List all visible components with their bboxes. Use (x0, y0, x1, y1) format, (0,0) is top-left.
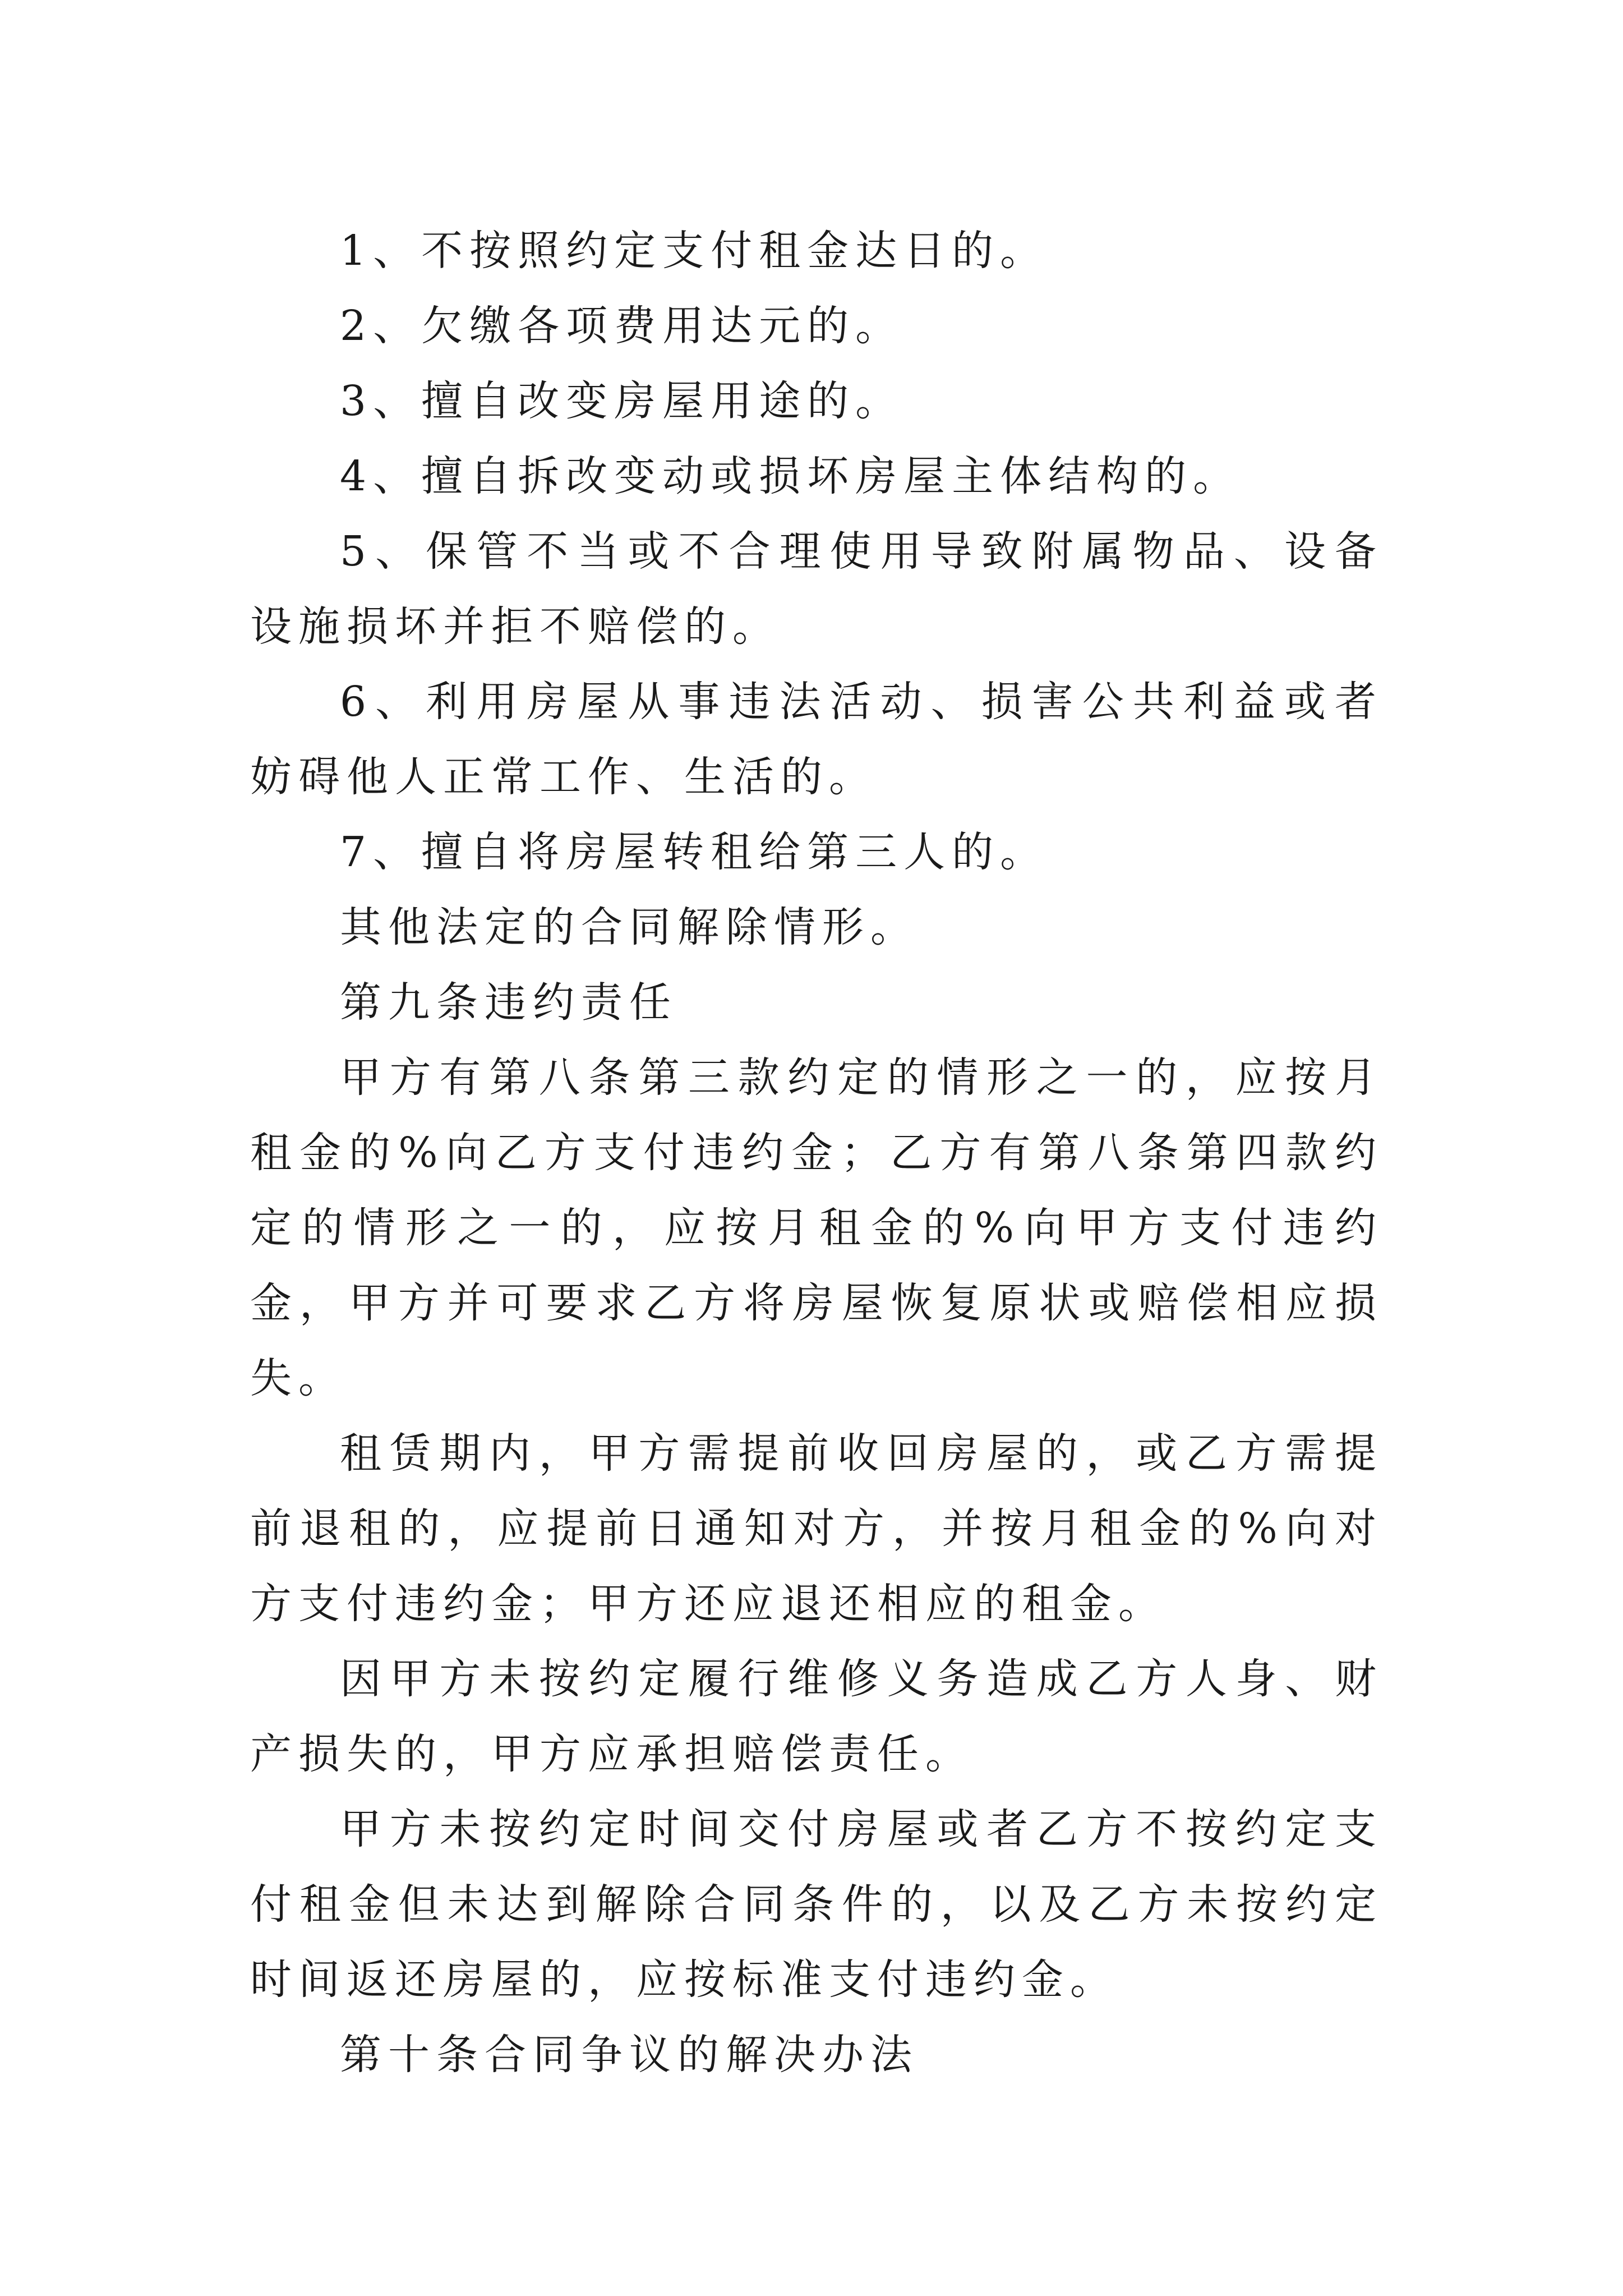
article-9-para-3: 因甲方未按约定履行维修义务造成乙方人身、财产损失的，甲方应承担赔偿责任。 (250, 1655, 1383, 1778)
article-9-heading: 第九条违约责任 (340, 978, 677, 1027)
clause-item-6: 6、利用房屋从事违法活动、损害公共利益或者妨碍他人正常工作、生活的。 (250, 678, 1383, 801)
article-9-para-2: 租赁期内，甲方需提前收回房屋的，或乙方需提前退租的，应提前日通知对方，并按月租金的%向对方支付违约金；甲方还应退还相应的租金。 (250, 1429, 1383, 1628)
article-10-heading: 第十条合同争议的解决办法 (340, 2031, 919, 2079)
article-9-para-4: 甲方未按约定时间交付房屋或者乙方不按约定支付租金但未达到解除合同条件的，以及乙方未按约定时间返还房屋的，应按标准支付违约金。 (250, 1805, 1383, 2004)
clause-item-other: 其他法定的合同解除情形。 (340, 903, 919, 951)
clause-item-5: 5、保管不当或不合理使用导致附属物品、设备设施损坏并拒不赔偿的。 (250, 527, 1383, 651)
clause-item-3: 3、擅自改变房屋用途的。 (340, 377, 904, 425)
clause-item-1: 1、不按照约定支付租金达日的。 (340, 227, 1049, 275)
clause-item-4: 4、擅自拆改变动或损坏房屋主体结构的。 (340, 452, 1242, 500)
clause-item-2: 2、欠缴各项费用达元的。 (340, 302, 904, 350)
clause-item-7: 7、擅自将房屋转租给第三人的。 (340, 828, 1049, 876)
article-9-para-1: 甲方有第八条第三款约定的情形之一的，应按月租金的%向乙方支付违约金；乙方有第八条第四款约定的情形之一的，应按月租金的%向甲方支付违约金，甲方并可要求乙方将房屋恢复原状或赔偿相应损失。 (250, 1053, 1383, 1402)
document-body (250, 213, 1383, 2092)
